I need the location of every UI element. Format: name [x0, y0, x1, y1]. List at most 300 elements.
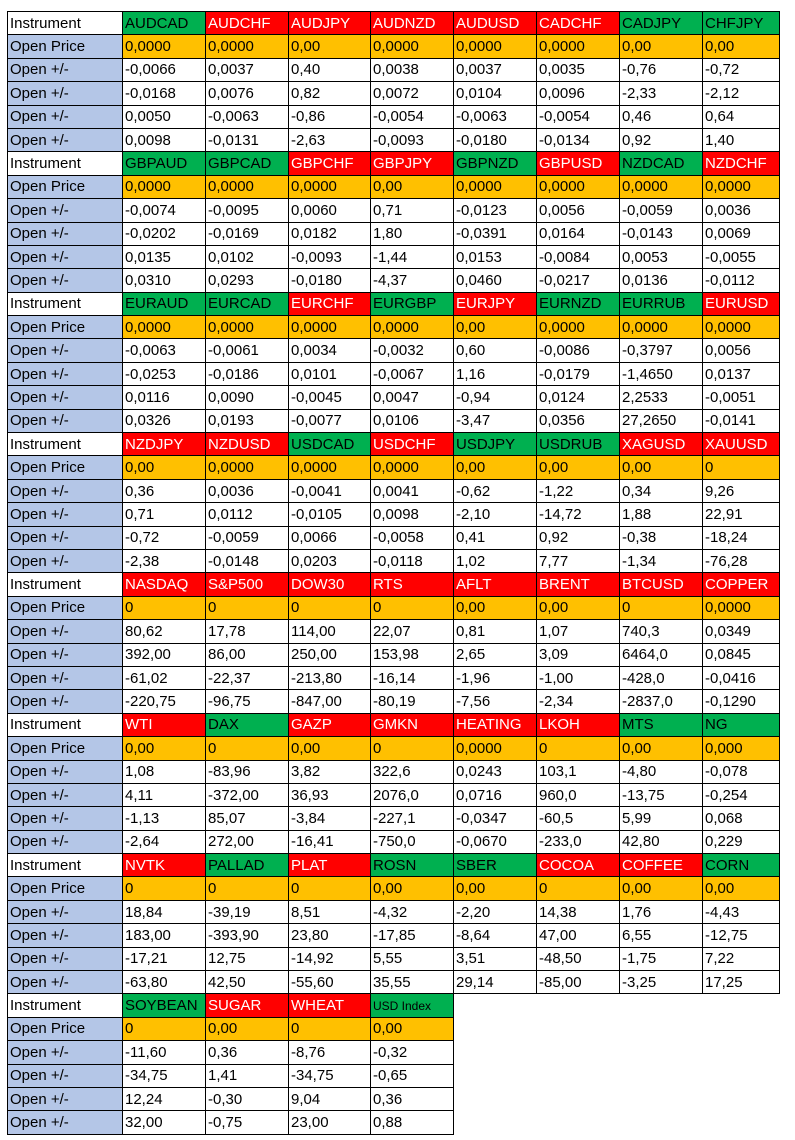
open-delta-cell[interactable]: 18,84: [123, 900, 206, 923]
open-delta-cell[interactable]: -0,0131: [206, 128, 289, 151]
instrument-name-cell[interactable]: NZDJPY: [123, 433, 206, 456]
open-delta-cell[interactable]: 0,0090: [206, 386, 289, 409]
open-delta-cell[interactable]: -0,32: [371, 1041, 454, 1064]
open-delta-cell[interactable]: 0,0047: [371, 386, 454, 409]
open-delta-cell[interactable]: -0,75: [206, 1111, 289, 1134]
open-delta-cell[interactable]: 23,80: [289, 924, 371, 947]
open-price-cell[interactable]: 0: [123, 1017, 206, 1040]
instrument-name-cell[interactable]: PALLAD: [206, 854, 289, 877]
open-delta-cell[interactable]: 1,08: [123, 760, 206, 783]
open-delta-label-cell[interactable]: Open +/-: [8, 362, 123, 385]
open-delta-cell[interactable]: 2,65: [454, 643, 537, 666]
open-delta-cell[interactable]: -18,24: [703, 526, 780, 549]
open-delta-cell[interactable]: -393,90: [206, 924, 289, 947]
open-price-label-cell[interactable]: Open Price: [8, 316, 123, 339]
open-delta-label-cell[interactable]: Open +/-: [8, 783, 123, 806]
open-delta-cell[interactable]: 0,92: [537, 526, 620, 549]
open-delta-cell[interactable]: 1,02: [454, 549, 537, 572]
open-delta-cell[interactable]: 0,0038: [371, 58, 454, 81]
open-delta-cell[interactable]: 27,2650: [620, 409, 703, 432]
open-delta-cell[interactable]: -1,44: [371, 245, 454, 268]
open-delta-cell[interactable]: -1,34: [620, 549, 703, 572]
open-delta-cell[interactable]: 85,07: [206, 807, 289, 830]
open-delta-cell[interactable]: -0,0045: [289, 386, 371, 409]
open-delta-cell[interactable]: -0,86: [289, 105, 371, 128]
open-delta-cell[interactable]: -0,0123: [454, 199, 537, 222]
open-price-cell[interactable]: 0,00: [371, 877, 454, 900]
open-delta-label-cell[interactable]: Open +/-: [8, 1041, 123, 1064]
open-delta-cell[interactable]: -80,19: [371, 690, 454, 713]
open-price-cell[interactable]: 0,00: [289, 35, 371, 58]
open-delta-label-cell[interactable]: Open +/-: [8, 620, 123, 643]
open-delta-label-cell[interactable]: Open +/-: [8, 924, 123, 947]
instrument-name-cell[interactable]: EURCAD: [206, 292, 289, 315]
open-delta-cell[interactable]: 322,6: [371, 760, 454, 783]
open-delta-cell[interactable]: 183,00: [123, 924, 206, 947]
instrument-name-cell[interactable]: AUDCAD: [123, 12, 206, 35]
open-delta-cell[interactable]: -0,65: [371, 1064, 454, 1087]
open-price-label-cell[interactable]: Open Price: [8, 877, 123, 900]
open-delta-cell[interactable]: 0,0050: [123, 105, 206, 128]
instrument-name-cell[interactable]: GBPJPY: [371, 152, 454, 175]
open-delta-cell[interactable]: -0,0118: [371, 549, 454, 572]
instrument-name-cell[interactable]: NZDCHF: [703, 152, 780, 175]
instrument-name-cell[interactable]: USD Index: [371, 994, 454, 1017]
instrument-name-cell[interactable]: EURAUD: [123, 292, 206, 315]
open-delta-cell[interactable]: 0,41: [454, 526, 537, 549]
open-delta-cell[interactable]: -2,34: [537, 690, 620, 713]
open-delta-cell[interactable]: 29,14: [454, 971, 537, 994]
open-delta-cell[interactable]: 1,07: [537, 620, 620, 643]
instrument-name-cell[interactable]: RTS: [371, 573, 454, 596]
open-delta-cell[interactable]: 0,0137: [703, 362, 780, 385]
instrument-name-cell[interactable]: COPPER: [703, 573, 780, 596]
open-delta-label-cell[interactable]: Open +/-: [8, 760, 123, 783]
open-delta-cell[interactable]: -22,37: [206, 666, 289, 689]
open-delta-cell[interactable]: 32,00: [123, 1111, 206, 1134]
open-delta-cell[interactable]: -0,0179: [537, 362, 620, 385]
instrument-name-cell[interactable]: EURGBP: [371, 292, 454, 315]
open-delta-cell[interactable]: 3,51: [454, 947, 537, 970]
instrument-label-cell[interactable]: Instrument: [8, 152, 123, 175]
open-delta-cell[interactable]: -8,64: [454, 924, 537, 947]
open-delta-cell[interactable]: 2076,0: [371, 783, 454, 806]
open-delta-cell[interactable]: -0,0041: [289, 479, 371, 502]
open-delta-label-cell[interactable]: Open +/-: [8, 549, 123, 572]
instrument-name-cell[interactable]: CADCHF: [537, 12, 620, 35]
open-delta-cell[interactable]: 0,0035: [537, 58, 620, 81]
open-delta-cell[interactable]: -0,0055: [703, 245, 780, 268]
open-delta-cell[interactable]: 0,34: [620, 479, 703, 502]
open-delta-cell[interactable]: 0,0069: [703, 222, 780, 245]
open-delta-cell[interactable]: 272,00: [206, 830, 289, 853]
open-delta-cell[interactable]: -2,38: [123, 549, 206, 572]
open-delta-cell[interactable]: 0,0036: [206, 479, 289, 502]
instrument-name-cell[interactable]: USDCAD: [289, 433, 371, 456]
open-delta-label-cell[interactable]: Open +/-: [8, 643, 123, 666]
open-price-cell[interactable]: 0: [123, 596, 206, 619]
open-delta-cell[interactable]: -0,0059: [620, 199, 703, 222]
open-delta-cell[interactable]: -76,28: [703, 549, 780, 572]
open-delta-cell[interactable]: 0,36: [371, 1087, 454, 1110]
instrument-name-cell[interactable]: BRENT: [537, 573, 620, 596]
open-delta-cell[interactable]: 0,0102: [206, 245, 289, 268]
open-delta-cell[interactable]: -0,0059: [206, 526, 289, 549]
open-delta-cell[interactable]: -0,0086: [537, 339, 620, 362]
open-delta-cell[interactable]: 392,00: [123, 643, 206, 666]
open-price-cell[interactable]: 0: [289, 1017, 371, 1040]
instrument-name-cell[interactable]: GBPUSD: [537, 152, 620, 175]
open-delta-cell[interactable]: 153,98: [371, 643, 454, 666]
open-delta-cell[interactable]: 0,36: [206, 1041, 289, 1064]
open-delta-label-cell[interactable]: Open +/-: [8, 386, 123, 409]
open-delta-cell[interactable]: -213,80: [289, 666, 371, 689]
instrument-name-cell[interactable]: MTS: [620, 713, 703, 736]
open-delta-cell[interactable]: 103,1: [537, 760, 620, 783]
open-delta-cell[interactable]: -2,20: [454, 900, 537, 923]
open-delta-cell[interactable]: 960,0: [537, 783, 620, 806]
open-delta-cell[interactable]: 1,88: [620, 503, 703, 526]
open-delta-cell[interactable]: 0,46: [620, 105, 703, 128]
instrument-name-cell[interactable]: WTI: [123, 713, 206, 736]
open-delta-cell[interactable]: 86,00: [206, 643, 289, 666]
instrument-name-cell[interactable]: NG: [703, 713, 780, 736]
open-delta-cell[interactable]: -0,0180: [289, 269, 371, 292]
open-delta-cell[interactable]: -1,13: [123, 807, 206, 830]
open-delta-cell[interactable]: 0,0037: [454, 58, 537, 81]
instrument-name-cell[interactable]: USDJPY: [454, 433, 537, 456]
open-price-cell[interactable]: 0,0000: [289, 456, 371, 479]
open-price-cell[interactable]: 0,0000: [206, 175, 289, 198]
open-delta-cell[interactable]: -0,0077: [289, 409, 371, 432]
open-price-label-cell[interactable]: Open Price: [8, 35, 123, 58]
open-price-cell[interactable]: 0,0000: [454, 175, 537, 198]
open-delta-cell[interactable]: 0,0136: [620, 269, 703, 292]
open-price-cell[interactable]: 0,0000: [371, 35, 454, 58]
open-delta-cell[interactable]: 12,75: [206, 947, 289, 970]
instrument-name-cell[interactable]: AUDJPY: [289, 12, 371, 35]
open-delta-cell[interactable]: 0,0098: [123, 128, 206, 151]
instrument-name-cell[interactable]: HEATING: [454, 713, 537, 736]
open-delta-cell[interactable]: -0,0032: [371, 339, 454, 362]
open-delta-cell[interactable]: -12,75: [703, 924, 780, 947]
open-delta-cell[interactable]: 8,51: [289, 900, 371, 923]
open-delta-cell[interactable]: 0,71: [371, 199, 454, 222]
open-delta-cell[interactable]: 0,81: [454, 620, 537, 643]
open-price-cell[interactable]: 0,0000: [206, 316, 289, 339]
open-price-cell[interactable]: 0,0000: [620, 175, 703, 198]
open-delta-cell[interactable]: 23,00: [289, 1111, 371, 1134]
open-delta-cell[interactable]: 7,77: [537, 549, 620, 572]
open-delta-cell[interactable]: 36,93: [289, 783, 371, 806]
open-delta-cell[interactable]: 250,00: [289, 643, 371, 666]
instrument-name-cell[interactable]: GMKN: [371, 713, 454, 736]
instrument-name-cell[interactable]: NZDCAD: [620, 152, 703, 175]
open-delta-cell[interactable]: -3,25: [620, 971, 703, 994]
open-delta-label-cell[interactable]: Open +/-: [8, 339, 123, 362]
open-delta-cell[interactable]: -0,3797: [620, 339, 703, 362]
open-price-cell[interactable]: 0,00: [537, 456, 620, 479]
open-delta-cell[interactable]: -0,0074: [123, 199, 206, 222]
open-delta-cell[interactable]: -0,76: [620, 58, 703, 81]
open-delta-cell[interactable]: -0,38: [620, 526, 703, 549]
instrument-name-cell[interactable]: CORN: [703, 854, 780, 877]
open-delta-cell[interactable]: -1,96: [454, 666, 537, 689]
instrument-label-cell[interactable]: Instrument: [8, 433, 123, 456]
open-delta-cell[interactable]: 0,0072: [371, 82, 454, 105]
open-delta-cell[interactable]: 3,82: [289, 760, 371, 783]
instrument-name-cell[interactable]: CADJPY: [620, 12, 703, 35]
open-delta-cell[interactable]: 1,40: [703, 128, 780, 151]
open-delta-cell[interactable]: -4,80: [620, 760, 703, 783]
open-delta-cell[interactable]: -16,14: [371, 666, 454, 689]
open-price-label-cell[interactable]: Open Price: [8, 737, 123, 760]
open-delta-cell[interactable]: -0,0067: [371, 362, 454, 385]
open-delta-cell[interactable]: 6464,0: [620, 643, 703, 666]
open-price-label-cell[interactable]: Open Price: [8, 175, 123, 198]
open-delta-cell[interactable]: -372,00: [206, 783, 289, 806]
instrument-name-cell[interactable]: NZDUSD: [206, 433, 289, 456]
open-delta-cell[interactable]: -750,0: [371, 830, 454, 853]
open-delta-cell[interactable]: -2,12: [703, 82, 780, 105]
open-price-label-cell[interactable]: Open Price: [8, 456, 123, 479]
open-delta-cell[interactable]: 0,0116: [123, 386, 206, 409]
instrument-name-cell[interactable]: NVTK: [123, 854, 206, 877]
open-delta-cell[interactable]: 0,0106: [371, 409, 454, 432]
open-delta-cell[interactable]: -39,19: [206, 900, 289, 923]
open-delta-cell[interactable]: -83,96: [206, 760, 289, 783]
open-price-cell[interactable]: 0: [289, 596, 371, 619]
open-delta-label-cell[interactable]: Open +/-: [8, 128, 123, 151]
open-delta-cell[interactable]: 0,0098: [371, 503, 454, 526]
open-delta-cell[interactable]: 5,55: [371, 947, 454, 970]
open-delta-label-cell[interactable]: Open +/-: [8, 1087, 123, 1110]
open-delta-cell[interactable]: -1,75: [620, 947, 703, 970]
open-price-cell[interactable]: 0: [206, 737, 289, 760]
open-delta-cell[interactable]: -60,5: [537, 807, 620, 830]
open-delta-cell[interactable]: -0,62: [454, 479, 537, 502]
open-delta-cell[interactable]: 0,0066: [289, 526, 371, 549]
open-delta-cell[interactable]: -7,56: [454, 690, 537, 713]
open-delta-cell[interactable]: -0,0134: [537, 128, 620, 151]
open-price-cell[interactable]: 0: [703, 456, 780, 479]
open-delta-cell[interactable]: -0,0054: [537, 105, 620, 128]
open-price-cell[interactable]: 0,0000: [123, 35, 206, 58]
open-price-cell[interactable]: 0,00: [703, 35, 780, 58]
open-delta-cell[interactable]: -0,0063: [454, 105, 537, 128]
open-delta-cell[interactable]: -0,0063: [123, 339, 206, 362]
open-delta-label-cell[interactable]: Open +/-: [8, 690, 123, 713]
open-price-cell[interactable]: 0,00: [454, 456, 537, 479]
open-price-cell[interactable]: 0,00: [703, 877, 780, 900]
open-delta-cell[interactable]: 0,36: [123, 479, 206, 502]
open-delta-cell[interactable]: -0,0058: [371, 526, 454, 549]
open-delta-label-cell[interactable]: Open +/-: [8, 199, 123, 222]
instrument-name-cell[interactable]: USDCHF: [371, 433, 454, 456]
open-price-cell[interactable]: 0: [123, 877, 206, 900]
open-price-cell[interactable]: 0,00: [537, 596, 620, 619]
instrument-name-cell[interactable]: EURJPY: [454, 292, 537, 315]
instrument-name-cell[interactable]: AFLT: [454, 573, 537, 596]
open-delta-cell[interactable]: -4,37: [371, 269, 454, 292]
open-delta-cell[interactable]: 0,0326: [123, 409, 206, 432]
open-delta-cell[interactable]: -0,0051: [703, 386, 780, 409]
open-price-cell[interactable]: 0,0000: [371, 316, 454, 339]
instrument-name-cell[interactable]: XAGUSD: [620, 433, 703, 456]
open-delta-cell[interactable]: 0,0124: [537, 386, 620, 409]
open-delta-cell[interactable]: -14,92: [289, 947, 371, 970]
open-delta-cell[interactable]: -0,0093: [371, 128, 454, 151]
instrument-name-cell[interactable]: BTCUSD: [620, 573, 703, 596]
open-delta-cell[interactable]: 0,0243: [454, 760, 537, 783]
open-price-cell[interactable]: 0,0000: [537, 175, 620, 198]
open-price-cell[interactable]: 0,0000: [537, 316, 620, 339]
open-delta-cell[interactable]: -2,64: [123, 830, 206, 853]
open-delta-cell[interactable]: -0,0169: [206, 222, 289, 245]
open-delta-cell[interactable]: 0,0310: [123, 269, 206, 292]
open-delta-cell[interactable]: -17,21: [123, 947, 206, 970]
open-delta-cell[interactable]: 17,78: [206, 620, 289, 643]
instrument-name-cell[interactable]: SOYBEAN: [123, 994, 206, 1017]
open-delta-cell[interactable]: 0,0845: [703, 643, 780, 666]
open-price-cell[interactable]: 0,000: [703, 737, 780, 760]
open-delta-cell[interactable]: -0,0168: [123, 82, 206, 105]
open-delta-cell[interactable]: 9,26: [703, 479, 780, 502]
open-delta-label-cell[interactable]: Open +/-: [8, 900, 123, 923]
open-delta-cell[interactable]: 0,0053: [620, 245, 703, 268]
open-price-cell[interactable]: 0,00: [620, 456, 703, 479]
open-price-cell[interactable]: 0,00: [454, 596, 537, 619]
instrument-name-cell[interactable]: GBPCHF: [289, 152, 371, 175]
instrument-name-cell[interactable]: WHEAT: [289, 994, 371, 1017]
open-delta-label-cell[interactable]: Open +/-: [8, 1064, 123, 1087]
instrument-name-cell[interactable]: COCOA: [537, 854, 620, 877]
open-delta-cell[interactable]: 6,55: [620, 924, 703, 947]
open-price-cell[interactable]: 0,0000: [454, 737, 537, 760]
open-delta-cell[interactable]: 0,0135: [123, 245, 206, 268]
open-delta-cell[interactable]: -0,0416: [703, 666, 780, 689]
open-delta-cell[interactable]: -4,32: [371, 900, 454, 923]
open-delta-cell[interactable]: -0,0063: [206, 105, 289, 128]
open-delta-cell[interactable]: 12,24: [123, 1087, 206, 1110]
open-price-cell[interactable]: 0,00: [454, 877, 537, 900]
open-delta-cell[interactable]: -0,0217: [537, 269, 620, 292]
open-price-cell[interactable]: 0,00: [454, 316, 537, 339]
instrument-name-cell[interactable]: S&P500: [206, 573, 289, 596]
open-delta-label-cell[interactable]: Open +/-: [8, 479, 123, 502]
open-price-cell[interactable]: 0: [537, 737, 620, 760]
open-delta-label-cell[interactable]: Open +/-: [8, 807, 123, 830]
open-delta-cell[interactable]: 0,0104: [454, 82, 537, 105]
open-delta-cell[interactable]: -0,078: [703, 760, 780, 783]
open-delta-label-cell[interactable]: Open +/-: [8, 947, 123, 970]
open-delta-cell[interactable]: -2,63: [289, 128, 371, 151]
open-delta-cell[interactable]: 5,99: [620, 807, 703, 830]
instrument-label-cell[interactable]: Instrument: [8, 12, 123, 35]
open-delta-cell[interactable]: 22,07: [371, 620, 454, 643]
open-delta-cell[interactable]: 1,16: [454, 362, 537, 385]
open-delta-cell[interactable]: -16,41: [289, 830, 371, 853]
instrument-label-cell[interactable]: Instrument: [8, 573, 123, 596]
instrument-label-cell[interactable]: Instrument: [8, 713, 123, 736]
open-delta-cell[interactable]: -0,0347: [454, 807, 537, 830]
open-delta-cell[interactable]: -0,0093: [289, 245, 371, 268]
open-delta-cell[interactable]: 0,0034: [289, 339, 371, 362]
open-delta-cell[interactable]: -8,76: [289, 1041, 371, 1064]
open-delta-cell[interactable]: 1,80: [371, 222, 454, 245]
open-delta-cell[interactable]: 1,76: [620, 900, 703, 923]
open-delta-cell[interactable]: -0,72: [123, 526, 206, 549]
open-delta-cell[interactable]: -847,00: [289, 690, 371, 713]
open-delta-cell[interactable]: 0,0056: [537, 199, 620, 222]
open-delta-cell[interactable]: 0,0349: [703, 620, 780, 643]
open-delta-cell[interactable]: -0,0141: [703, 409, 780, 432]
open-price-cell[interactable]: 0,00: [123, 737, 206, 760]
open-delta-cell[interactable]: -0,72: [703, 58, 780, 81]
open-delta-cell[interactable]: 0,88: [371, 1111, 454, 1134]
open-delta-cell[interactable]: -233,0: [537, 830, 620, 853]
open-delta-cell[interactable]: -220,75: [123, 690, 206, 713]
open-delta-cell[interactable]: 2,2533: [620, 386, 703, 409]
open-delta-cell[interactable]: 3,09: [537, 643, 620, 666]
open-delta-label-cell[interactable]: Open +/-: [8, 245, 123, 268]
open-delta-cell[interactable]: 740,3: [620, 620, 703, 643]
instrument-name-cell[interactable]: AUDCHF: [206, 12, 289, 35]
open-delta-cell[interactable]: -0,0112: [703, 269, 780, 292]
open-delta-cell[interactable]: -2,10: [454, 503, 537, 526]
open-price-label-cell[interactable]: Open Price: [8, 1017, 123, 1040]
open-delta-cell[interactable]: -0,94: [454, 386, 537, 409]
open-price-cell[interactable]: 0,0000: [454, 35, 537, 58]
open-delta-label-cell[interactable]: Open +/-: [8, 1111, 123, 1134]
open-delta-cell[interactable]: 0,0037: [206, 58, 289, 81]
open-delta-cell[interactable]: 7,22: [703, 947, 780, 970]
open-delta-cell[interactable]: -0,0095: [206, 199, 289, 222]
open-delta-cell[interactable]: 0,64: [703, 105, 780, 128]
open-price-cell[interactable]: 0: [371, 737, 454, 760]
open-delta-cell[interactable]: -11,60: [123, 1041, 206, 1064]
open-price-cell[interactable]: 0: [620, 596, 703, 619]
instrument-name-cell[interactable]: GAZP: [289, 713, 371, 736]
open-delta-cell[interactable]: -3,47: [454, 409, 537, 432]
open-delta-label-cell[interactable]: Open +/-: [8, 409, 123, 432]
instrument-name-cell[interactable]: GBPCAD: [206, 152, 289, 175]
open-delta-label-cell[interactable]: Open +/-: [8, 82, 123, 105]
open-delta-cell[interactable]: 0,0096: [537, 82, 620, 105]
open-delta-cell[interactable]: -1,4650: [620, 362, 703, 385]
open-delta-cell[interactable]: 9,04: [289, 1087, 371, 1110]
open-price-cell[interactable]: 0,0000: [289, 175, 371, 198]
open-delta-cell[interactable]: -0,0066: [123, 58, 206, 81]
open-delta-label-cell[interactable]: Open +/-: [8, 222, 123, 245]
open-delta-cell[interactable]: 22,91: [703, 503, 780, 526]
open-delta-cell[interactable]: -0,0391: [454, 222, 537, 245]
open-price-cell[interactable]: 0,0000: [703, 316, 780, 339]
open-delta-cell[interactable]: -0,0180: [454, 128, 537, 151]
open-price-cell[interactable]: 0,0000: [206, 35, 289, 58]
open-delta-cell[interactable]: -0,0105: [289, 503, 371, 526]
instrument-name-cell[interactable]: GBPAUD: [123, 152, 206, 175]
open-delta-cell[interactable]: 0,82: [289, 82, 371, 105]
open-price-cell[interactable]: 0,0000: [537, 35, 620, 58]
open-delta-cell[interactable]: -48,50: [537, 947, 620, 970]
open-delta-label-cell[interactable]: Open +/-: [8, 503, 123, 526]
open-delta-cell[interactable]: -227,1: [371, 807, 454, 830]
open-delta-cell[interactable]: 17,25: [703, 971, 780, 994]
instrument-name-cell[interactable]: EURNZD: [537, 292, 620, 315]
open-delta-cell[interactable]: -55,60: [289, 971, 371, 994]
open-delta-cell[interactable]: 0,0193: [206, 409, 289, 432]
